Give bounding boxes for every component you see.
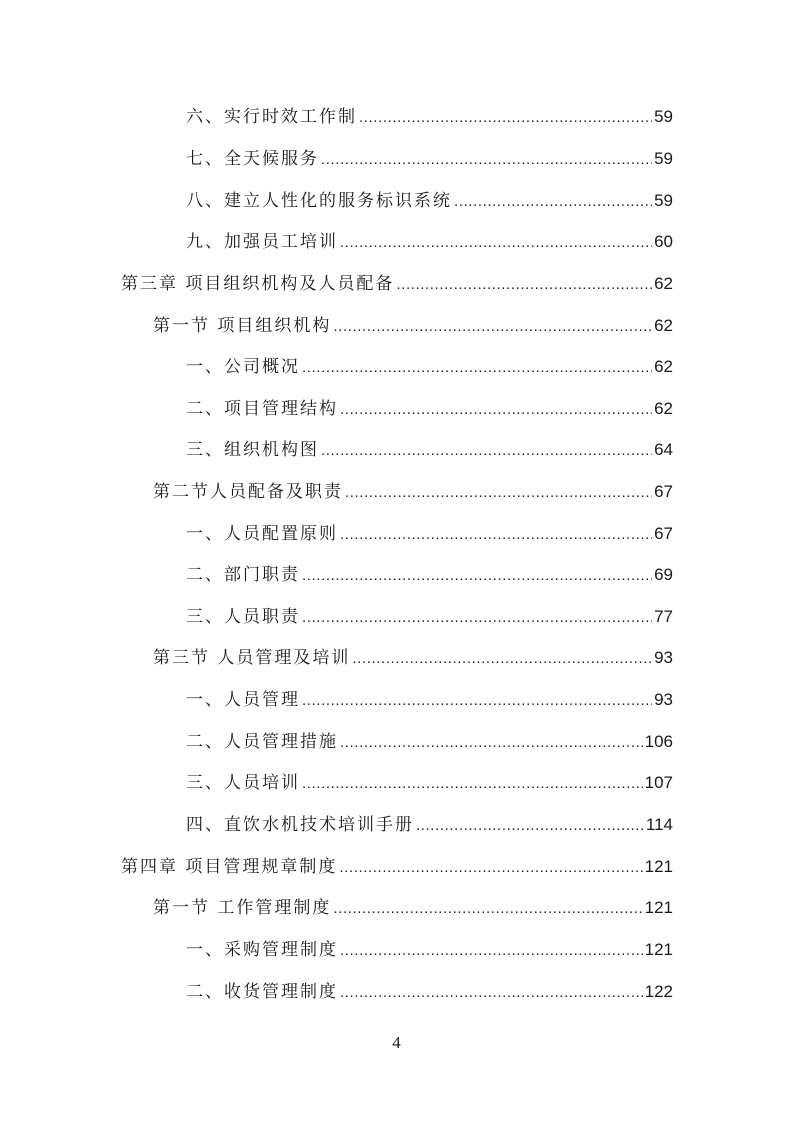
- toc-subsection-entry[interactable]: [186, 562, 673, 588]
- toc-subsection-entry[interactable]: [186, 812, 673, 838]
- dot-leader: [396, 272, 652, 298]
- toc-entry-label: 一、公司概况: [186, 357, 300, 377]
- toc-entry-label: 二、部门职责: [186, 565, 300, 585]
- toc-chapter-entry[interactable]: [121, 271, 673, 297]
- toc-entry-page: 121: [644, 940, 673, 959]
- toc-subsection-entry[interactable]: [186, 188, 673, 214]
- toc-entry-label: 第三节 人员管理及培训: [153, 648, 351, 668]
- toc-entry-label: 二、收货管理制度: [186, 982, 338, 1002]
- toc-entry-page: 121: [644, 857, 673, 876]
- toc-subsection-entry[interactable]: [186, 770, 673, 796]
- toc-chapter-entry[interactable]: [121, 854, 673, 880]
- toc-entry-label: 第四章 项目管理规章制度: [121, 857, 338, 877]
- toc-subsection-entry[interactable]: [186, 354, 673, 380]
- toc-entry-page: 114: [645, 815, 673, 834]
- toc-subsection-entry[interactable]: [186, 687, 673, 713]
- toc-section-entry[interactable]: [153, 645, 673, 671]
- toc-subsection-entry[interactable]: [186, 229, 673, 255]
- toc-entry-page: 62: [654, 274, 673, 293]
- dot-leader: [302, 771, 643, 797]
- toc-entry-page: 64: [654, 440, 673, 459]
- toc-entry-page: 67: [654, 524, 673, 543]
- dot-leader: [340, 522, 652, 548]
- toc-entry-label: 六、实行时效工作制: [186, 107, 357, 127]
- toc-entry-label: 九、加强员工培训: [186, 232, 338, 252]
- toc-entry-page: 59: [654, 191, 673, 210]
- toc-entry-label: 一、人员配置原则: [186, 524, 338, 544]
- dot-leader: [302, 605, 652, 631]
- dot-leader: [454, 189, 652, 215]
- toc-entry-page: 62: [654, 399, 673, 418]
- toc-subsection-entry[interactable]: [186, 146, 673, 172]
- dot-leader: [352, 646, 652, 672]
- toc-subsection-entry[interactable]: [186, 937, 673, 963]
- dot-leader: [333, 896, 642, 922]
- toc-entry-label: 四、直饮水机技术培训手册: [186, 815, 414, 835]
- toc-entry-page: 67: [654, 482, 673, 501]
- page-number: 4: [392, 1033, 401, 1052]
- toc-entry-label: 第一节 项目组织机构: [153, 316, 332, 336]
- toc-entry-page: 121: [644, 898, 673, 917]
- toc-entry-label: 七、全天候服务: [186, 149, 319, 169]
- toc-entry-page: 60: [654, 232, 673, 251]
- toc-entry-label: 三、人员培训: [186, 773, 300, 793]
- dot-leader: [340, 980, 643, 1006]
- toc-section-entry[interactable]: [153, 479, 673, 505]
- toc-subsection-entry[interactable]: [186, 104, 673, 130]
- toc-entry-label: 二、人员管理措施: [186, 732, 338, 752]
- toc-section-entry[interactable]: [153, 313, 673, 339]
- dot-leader: [302, 688, 652, 714]
- toc-entry-label: 一、采购管理制度: [186, 940, 338, 960]
- dot-leader: [359, 105, 652, 131]
- toc-entry-label: 三、组织机构图: [186, 440, 319, 460]
- dot-leader: [321, 147, 652, 173]
- dot-leader: [302, 563, 652, 589]
- dot-leader: [302, 355, 652, 381]
- toc-subsection-entry[interactable]: [186, 729, 673, 755]
- toc-entry-label: 一、人员管理: [186, 690, 300, 710]
- toc-entry-label: 第二节人员配备及职责: [153, 482, 343, 502]
- toc-entry-page: 93: [654, 648, 673, 667]
- toc-entry-label: 二、项目管理结构: [186, 399, 338, 419]
- toc-subsection-entry[interactable]: [186, 396, 673, 422]
- dot-leader: [321, 438, 652, 464]
- toc-entry-page: 69: [654, 565, 673, 584]
- dot-leader: [340, 230, 652, 256]
- toc-entry-label: 八、建立人性化的服务标识系统: [186, 191, 452, 211]
- toc-subsection-entry[interactable]: [186, 437, 673, 463]
- toc-entry-page: 62: [654, 316, 673, 335]
- toc-entry-label: 三、人员职责: [186, 607, 300, 627]
- toc-section-entry[interactable]: [153, 895, 673, 921]
- toc-subsection-entry[interactable]: [186, 521, 673, 547]
- dot-leader: [340, 938, 643, 964]
- toc-subsection-entry[interactable]: [186, 604, 673, 630]
- toc-entry-page: 107: [644, 773, 673, 792]
- toc-entry-page: 62: [654, 357, 673, 376]
- toc-entry-label: 第三章 项目组织机构及人员配备: [121, 274, 395, 294]
- toc-entry-label: 第一节 工作管理制度: [153, 898, 332, 918]
- dot-leader: [416, 813, 644, 839]
- dot-leader: [333, 314, 652, 340]
- toc-subsection-entry[interactable]: [186, 979, 673, 1005]
- dot-leader: [340, 397, 652, 423]
- toc-entry-page: 122: [644, 982, 673, 1001]
- toc-entry-page: 77: [654, 607, 673, 626]
- dot-leader: [339, 855, 642, 881]
- toc-entry-page: 59: [654, 149, 673, 168]
- toc-entry-page: 93: [654, 690, 673, 709]
- toc-entry-page: 59: [654, 107, 673, 126]
- toc-entry-page: 106: [644, 732, 673, 751]
- dot-leader: [345, 480, 652, 506]
- dot-leader: [340, 730, 643, 756]
